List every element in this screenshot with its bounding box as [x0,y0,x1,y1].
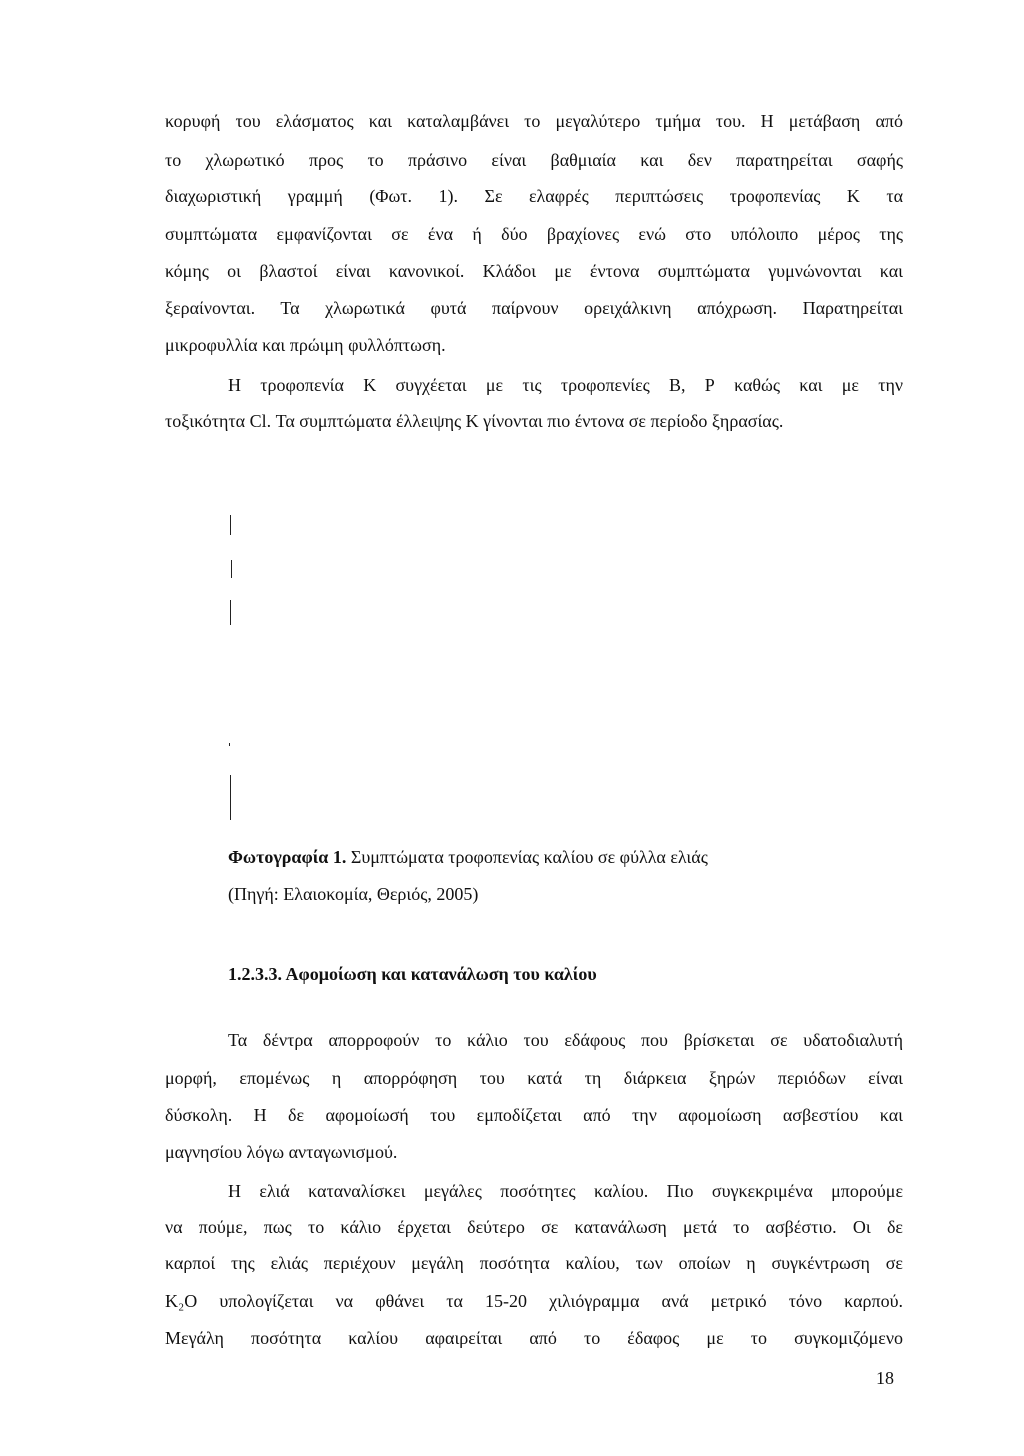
paragraph-line: κορυφή του ελάσματος και καταλαμβάνει το μεγαλύτερο τμήμα του. Η μετάβαση από [165,111,903,131]
paragraph-line: Η τροφοπενία Κ συγχέεται με τις τροφοπενίες Β, Ρ καθώς και με την [228,375,903,395]
paragraph-line: να πούμε, πως το κάλιο έρχεται δεύτερο σε κατανάλωση μετά το ασβέστιο. Οι δε [165,1217,903,1237]
paragraph-line: μορφή, επομένως η απορρόφηση του κατά τη διάρκεια ξηρών περιόδων είναι [165,1068,903,1088]
paragraph-line: μαγνησίου λόγω ανταγωνισμού. [165,1142,398,1162]
caption-text: Συμπτώματα τροφοπενίας καλίου σε φύλλα ελιάς [346,847,708,867]
photo-placeholder [225,505,825,825]
paragraph-line: ξεραίνονται. Τα χλωρωτικά φυτά παίρνουν ορειχάλκινη απόχρωση. Παρατηρείται [165,298,903,318]
section-heading: 1.2.3.3. Αφομοίωση και κατανάλωση του καλίου [228,964,597,984]
photo-caption [228,845,966,869]
paragraph-line: καρποί της ελιάς περιέχουν μεγάλη ποσότητα καλίου, των οποίων η συγκέντρωση σε [165,1253,903,1273]
paragraph-line: κόμης οι βλαστοί είναι κανονικοί. Κλάδοι με έντονα συμπτώματα γυμνώνονται και [165,261,903,281]
paragraph-line: συμπτώματα εμφανίζονται σε ένα ή δύο βραχίονες ενώ στο υπόλοιπο μέρος της [165,224,903,244]
paragraph-line: Μεγάλη ποσότητα καλίου αφαιρείται από το έδαφος με το συγκομιζόμενο [165,1328,903,1348]
paragraph-line: διαχωριστική γραμμή (Φωτ. 1). Σε ελαφρές περιπτώσεις τροφοπενίας Κ τα [165,186,903,206]
caption-source: (Πηγή: Ελαιοκομία, Θεριός, 2005) [228,884,479,904]
paragraph-line: K₂O υπολογίζεται να φθάνει τα 15-20 χιλιόγραμμα ανά μετρικό τόνο καρπού. [165,1291,903,1311]
paragraph-line: το χλωρωτικό προς το πράσινο είναι βαθμιαία και δεν παρατηρείται σαφής [165,150,903,170]
paragraph-line: Η ελιά καταναλίσκει μεγάλες ποσότητες καλίου. Πιο συγκεκριμένα μπορούμε [228,1181,903,1201]
caption-label: Φωτογραφία 1. [228,847,347,867]
paragraph-line: Τα δέντρα απορροφούν το κάλιο του εδάφους που βρίσκεται σε υδατοδιαλυτή [228,1030,903,1050]
page-number: 18 [876,1368,894,1388]
paragraph-line: τοξικότητα Cl. Τα συμπτώματα έλλειψης Κ γίνονται πιο έντονα σε περίοδο ξηρασίας. [165,411,784,431]
paragraph-line: μικροφυλλία και πρώιμη φυλλόπτωση. [165,335,446,355]
paragraph-line: δύσκολη. Η δε αφομοίωσή του εμποδίζεται από την αφομοίωση ασβεστίου και [165,1105,903,1125]
